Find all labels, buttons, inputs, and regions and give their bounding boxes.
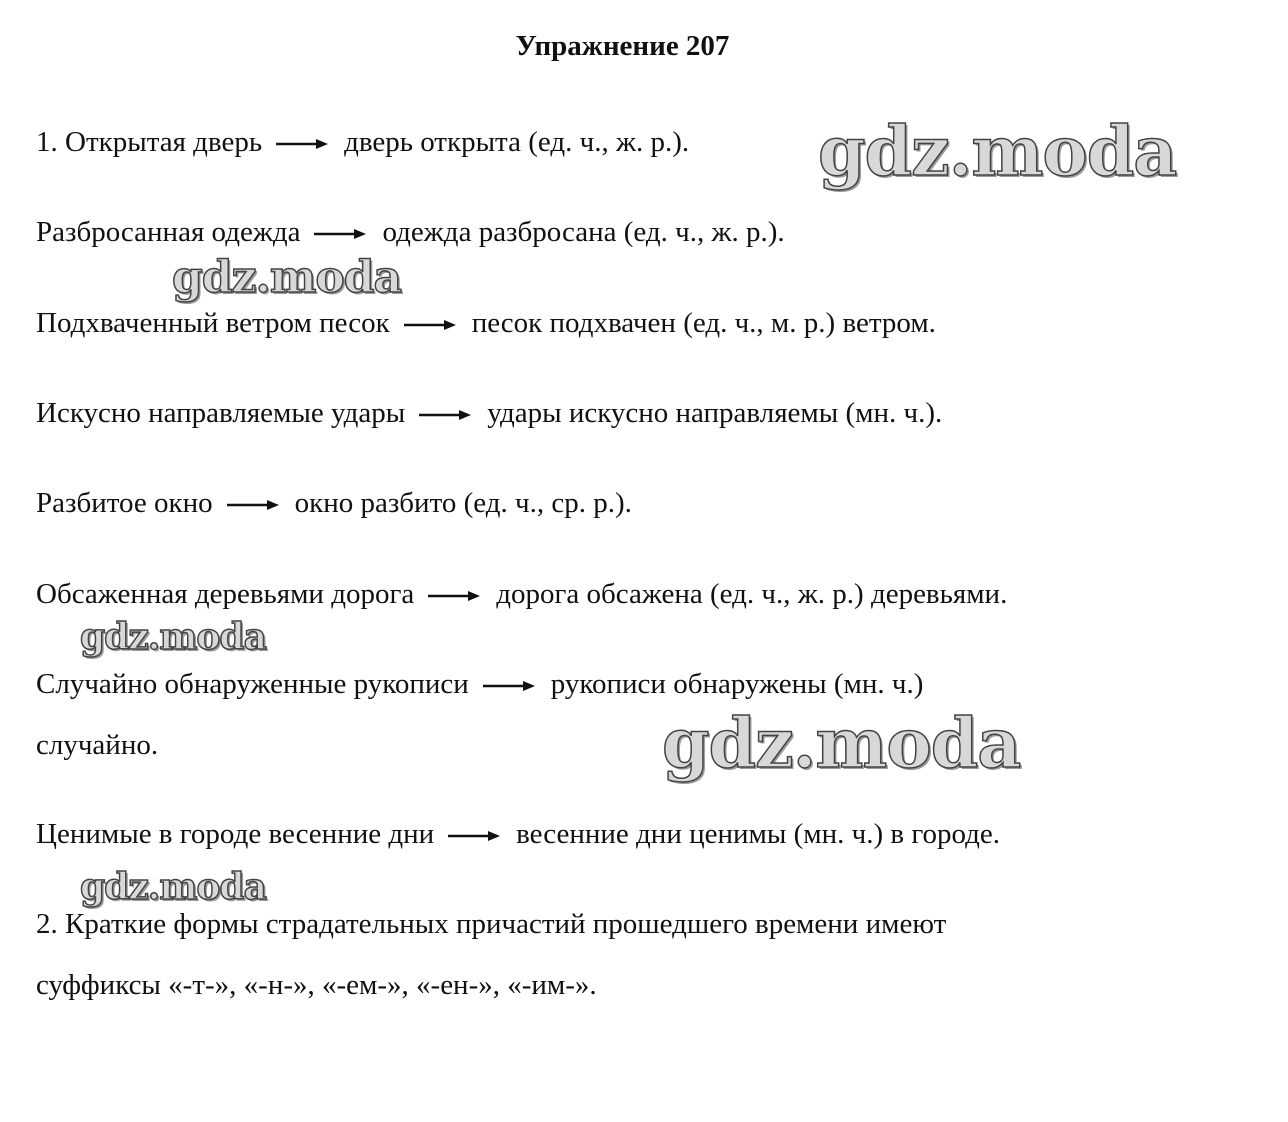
phrase-original: Ценимые в городе весенние дни <box>36 818 435 850</box>
list-item <box>36 485 632 521</box>
note-text: суффиксы «-т-», «-н-», «-ем-», «-ен-», «-им-». <box>36 969 597 1001</box>
arrow-right-icon <box>227 499 279 511</box>
phrase-original: Случайно обнаруженные рукописи <box>36 668 469 700</box>
phrase-transformed: дверь открыта (ед. ч., ж. р.). <box>344 126 690 158</box>
phrase-original: Разбросанная одежда <box>36 216 301 248</box>
phrase-original: Обсаженная деревьями дорога <box>36 578 415 610</box>
arrow-right-icon <box>483 680 535 692</box>
phrase-original: Искусно направляемые удары <box>36 397 406 429</box>
arrow-right-icon <box>428 590 480 602</box>
list-item <box>36 666 923 702</box>
phrase-original: Разбитое окно <box>36 487 213 519</box>
list-item <box>36 305 936 341</box>
watermark-logo: gdz.moda <box>818 112 1177 192</box>
arrow-right-icon <box>276 138 328 150</box>
arrow-right-icon <box>419 409 471 421</box>
phrase-transformed: рукописи обнаружены (мн. ч.) <box>550 668 924 700</box>
list-item-continuation: случайно. <box>36 729 159 761</box>
list-item <box>36 124 689 160</box>
watermark-logo: gdz.moda <box>80 866 266 908</box>
arrow-right-icon <box>448 830 500 842</box>
watermark-logo: gdz.moda <box>662 704 1021 784</box>
phrase-original: 1. Открытая дверь <box>36 126 263 158</box>
phrase-original: Подхваченный ветром песок <box>36 307 390 339</box>
phrase-transformed: окно разбито (ед. ч., ср. р.). <box>294 487 632 519</box>
phrase-transformed: весенние дни ценимы (мн. ч.) в городе. <box>516 818 1001 850</box>
page-title: Упражнение 207 <box>515 30 730 62</box>
watermark-logo: gdz.moda <box>172 252 402 303</box>
list-item <box>36 576 1007 612</box>
list-item <box>36 816 1000 852</box>
arrow-right-icon <box>314 228 366 240</box>
phrase-transformed: песок подхвачен (ед. ч., м. р.) ветром. <box>471 307 936 339</box>
note-text: 2. Краткие формы страдательных причастий прошедшего времени имеют <box>36 908 947 940</box>
list-item <box>36 395 942 431</box>
phrase-transformed: одежда разбросана (ед. ч., ж. р.). <box>382 216 785 248</box>
watermark-logo: gdz.moda <box>80 616 266 658</box>
phrase-transformed: удары искусно направляемы (мн. ч.). <box>487 397 943 429</box>
phrase-transformed: дорога обсажена (ед. ч., ж. р.) деревьями. <box>496 578 1008 610</box>
arrow-right-icon <box>404 319 456 331</box>
list-item <box>36 214 785 250</box>
